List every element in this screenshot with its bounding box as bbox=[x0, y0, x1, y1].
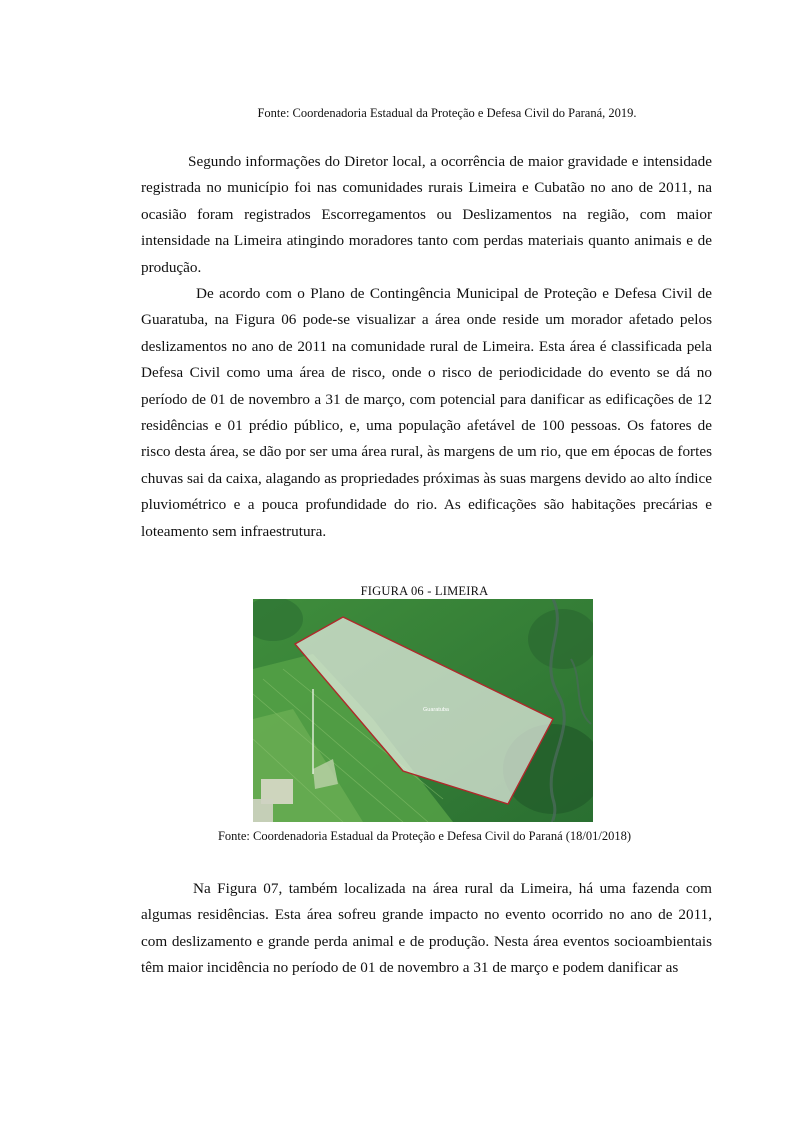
satellite-map-image bbox=[253, 599, 593, 822]
source-caption-top: Fonte: Coordenadoria Estadual da Proteção e Defesa Civil do Paraná, 2019. bbox=[257, 106, 637, 120]
map-place-label: Guaratuba bbox=[423, 707, 449, 713]
figure-source-caption: Fonte: Coordenadoria Estadual da Proteção e Defesa Civil do Paraná (18/01/2018) bbox=[217, 829, 632, 843]
paragraph-1: Segundo informações do Diretor local, a ocorrência de maior gravidade e intensidade registrada no município foi nas comunidades rurais Limeira e Cubatão no ano de 2011, na ocasião foram registrados Escorregamentos ou Deslizamentos na região, com maior intensidade na Limeira atingindo moradores tanto com perdas materiais quanto animais e de produção. bbox=[141, 153, 712, 276]
paragraph-3: Na Figura 07, também localizada na área rural da Limeira, há uma fazenda com algumas residências. Esta área sofreu grande impacto no evento ocorrido no ano de 2011, com deslizamento e grande perda animal e de produção. Nesta área eventos socioambientais têm maior incidência no período de 01 de novembro a 31 de março e podem danificar as bbox=[141, 880, 712, 977]
paragraph-2: De acordo com o Plano de Contingência Municipal de Proteção e Defesa Civil de Guaratuba, na Figura 06 pode-se visualizar a área onde reside um morador afetado pelos deslizamentos no ano de 2011 na comunidade rural de Limeira. Esta área é classificada pela Defesa Civil como uma área de risco, onde o risco de periodicidade do evento se dá no período de 01 de novembro a 31 de março, com potencial para danificar as edificações de 12 residências e 01 prédio público, e, uma população afetável de 100 pessoas. Os fatores de risco desta área, se dão por ser uma área rural, às margens de um rio, que em épocas de fortes chuvas sai da caixa, alagando as propriedades próximas às suas margens devido ao alto índice pluviométrico e a pouca profundidade do rio. As edificações são habitações precárias e loteamento sem infraestrutura. bbox=[141, 285, 712, 540]
figure-title: FIGURA 06 - LIMEIRA bbox=[360, 584, 489, 598]
